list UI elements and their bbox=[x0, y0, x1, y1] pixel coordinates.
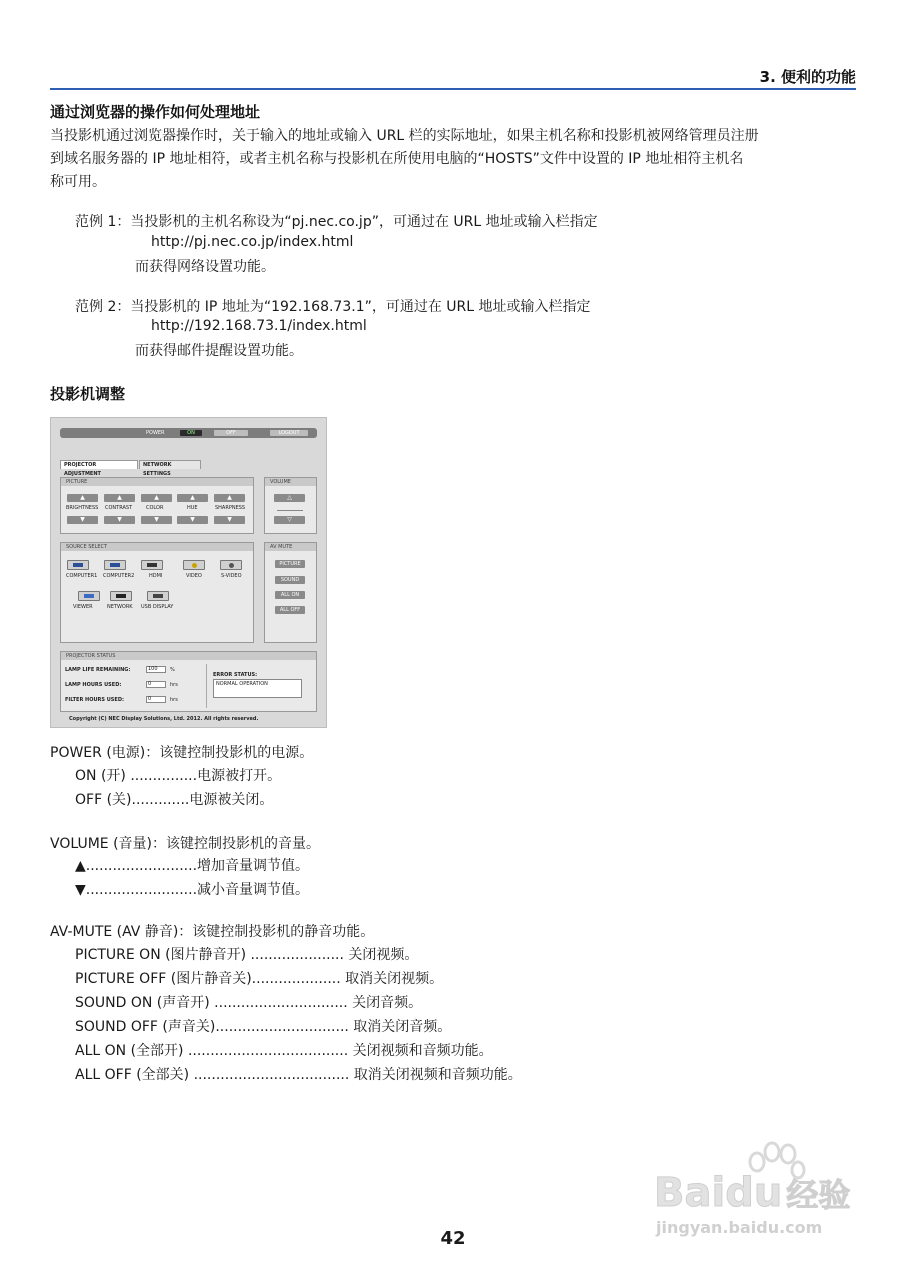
header-rule bbox=[50, 88, 856, 90]
power-label: POWER bbox=[146, 430, 165, 436]
volume-down-desc: ▼.........................减小音量调节值。 bbox=[75, 882, 310, 898]
filter-hours-unit: hrs bbox=[170, 697, 178, 703]
sound-off-desc: SOUND OFF (声音关).............................. 取消关闭音频。 bbox=[75, 1019, 452, 1035]
power-on-button[interactable]: ON bbox=[180, 430, 202, 436]
video-jack-icon bbox=[192, 563, 197, 568]
baidu-watermark bbox=[654, 1140, 854, 1240]
network-button[interactable] bbox=[110, 591, 132, 601]
logout-button[interactable]: LOGOUT bbox=[270, 430, 308, 436]
sound-on-desc: SOUND ON (声音开) .............................. 关闭音频。 bbox=[75, 995, 423, 1011]
tab-projector-adjustment[interactable]: PROJECTOR ADJUSTMENT bbox=[60, 460, 138, 469]
av-mute-panel bbox=[264, 542, 317, 643]
all-off-desc: ALL OFF (全部关) ................................... 取消关闭视频和音频功能。 bbox=[75, 1067, 522, 1083]
picture-title: PICTURE bbox=[61, 478, 253, 486]
volume-up-desc: ▲.........................增加音量调节值。 bbox=[75, 858, 310, 874]
lamp-hours-label: LAMP HOURS USED: bbox=[65, 682, 122, 688]
volume-desc-title: VOLUME (音量)：该键控制投影机的音量。 bbox=[50, 836, 320, 852]
avmute-desc-title: AV-MUTE (AV 静音)：该键控制投影机的静音功能。 bbox=[50, 924, 375, 940]
viewer-icon bbox=[84, 594, 94, 598]
volume-title: VOLUME bbox=[265, 478, 316, 486]
power-off-button[interactable]: OFF bbox=[214, 430, 248, 436]
brightness-up-button[interactable]: ▲ bbox=[67, 494, 98, 502]
brightness-label: BRIGHTNESS bbox=[66, 505, 99, 511]
filter-hours-label: FILTER HOURS USED: bbox=[65, 697, 124, 703]
network-icon bbox=[116, 594, 126, 598]
error-status-field: NORMAL OPERATION bbox=[213, 679, 302, 698]
example2-url: http://192.168.73.1/index.html bbox=[151, 318, 367, 334]
s-video-jack-icon bbox=[229, 563, 234, 568]
baidu-jingyan-label: 经验 bbox=[786, 1176, 851, 1214]
lamp-hours-unit: hrs bbox=[170, 682, 178, 688]
network-label: NETWORK bbox=[107, 604, 133, 610]
color-down-button[interactable]: ▼ bbox=[141, 516, 172, 524]
usb-display-label: USB DISPLAY bbox=[141, 604, 174, 610]
lamp-life-field: 100 bbox=[146, 666, 166, 673]
lamp-life-label: LAMP LIFE REMAINING: bbox=[65, 667, 131, 673]
volume-panel bbox=[264, 477, 317, 534]
example1-result: 而获得网络设置功能。 bbox=[135, 259, 275, 275]
tab-network-settings[interactable]: NETWORK SETTINGS bbox=[139, 460, 201, 469]
lamp-life-unit: % bbox=[170, 667, 175, 673]
lamp-hours-field: 0 bbox=[146, 681, 166, 688]
example2-result: 而获得邮件提醒设置功能。 bbox=[135, 343, 303, 359]
mute-sound-button[interactable]: SOUND bbox=[275, 576, 305, 584]
address-paragraph bbox=[50, 125, 860, 194]
picture-off-desc: PICTURE OFF (图片静音关).................... 取消关闭视频。 bbox=[75, 971, 444, 987]
contrast-down-button[interactable]: ▼ bbox=[104, 516, 135, 524]
monitor-icon bbox=[73, 563, 83, 567]
contrast-label: CONTRAST bbox=[105, 505, 133, 511]
computer1-button[interactable] bbox=[67, 560, 89, 570]
hdmi-button[interactable] bbox=[141, 560, 163, 570]
filter-hours-field: 0 bbox=[146, 696, 166, 703]
source-panel bbox=[60, 542, 254, 643]
example1-line: 范例 1：当投影机的主机名称设为“pj.nec.co.jp”，可通过在 URL 地址或输入栏指定 bbox=[75, 214, 598, 230]
volume-down-button[interactable]: ▽ bbox=[274, 516, 305, 524]
picture-on-desc: PICTURE ON (图片静音开) ..................... 关闭视频。 bbox=[75, 947, 419, 963]
viewer-label: VIEWER bbox=[73, 604, 93, 610]
color-up-button[interactable]: ▲ bbox=[141, 494, 172, 502]
section-title-address: 通过浏览器的操作如何处理地址 bbox=[50, 103, 261, 121]
video-label: VIDEO bbox=[186, 573, 202, 579]
mute-picture-button[interactable]: PICTURE bbox=[275, 560, 305, 568]
power-off-desc: OFF (关).............电源被关闭。 bbox=[75, 792, 274, 808]
paragraph-line: 称可用。 bbox=[50, 174, 106, 190]
section-title-adjust: 投影机调整 bbox=[50, 385, 126, 403]
av-mute-title: AV MUTE bbox=[265, 543, 316, 551]
volume-up-button[interactable]: △ bbox=[274, 494, 305, 502]
status-title: PROJECTOR STATUS bbox=[61, 652, 316, 660]
contrast-up-button[interactable]: ▲ bbox=[104, 494, 135, 502]
computer2-button[interactable] bbox=[104, 560, 126, 570]
s-video-button[interactable] bbox=[220, 560, 242, 570]
projector-ui-screenshot bbox=[50, 417, 327, 728]
paragraph-line: 当投影机通过浏览器操作时，关于输入的地址或输入 URL 栏的实际地址，如果主机名称和投影机被网络管理员注册 bbox=[50, 128, 759, 144]
source-title: SOURCE SELECT bbox=[61, 543, 253, 551]
sharpness-up-button[interactable]: ▲ bbox=[214, 494, 245, 502]
usb-display-button[interactable] bbox=[147, 591, 169, 601]
mute-all-on-button[interactable]: ALL ON bbox=[275, 591, 305, 599]
mute-all-off-button[interactable]: ALL OFF bbox=[275, 606, 305, 614]
usb-display-icon bbox=[153, 594, 163, 598]
sharpness-label: SHARPNESS bbox=[215, 505, 246, 511]
monitor-icon bbox=[110, 563, 120, 567]
hdmi-label: HDMI bbox=[149, 573, 163, 579]
example2-line: 范例 2：当投影机的 IP 地址为“192.168.73.1”，可通过在 URL 地址或输入栏指定 bbox=[75, 299, 591, 315]
computer1-label: COMPUTER1 bbox=[66, 573, 98, 579]
projector-status-panel bbox=[60, 651, 317, 712]
copyright-text: Copyright (C) NEC Display Solutions, Ltd. 2012. All rights reserved. bbox=[69, 716, 259, 722]
chapter-title: 3. 便利的功能 bbox=[759, 68, 856, 86]
brightness-down-button[interactable]: ▼ bbox=[67, 516, 98, 524]
color-label: COLOR bbox=[146, 505, 164, 511]
computer2-label: COMPUTER2 bbox=[103, 573, 135, 579]
hue-label: HUE bbox=[187, 505, 198, 511]
baidu-brand-text2: du bbox=[725, 1170, 783, 1216]
power-desc-title: POWER (电源)：该键控制投影机的电源。 bbox=[50, 745, 314, 761]
baidu-url: jingyan.baidu.com bbox=[656, 1218, 823, 1237]
volume-divider bbox=[277, 510, 303, 511]
hue-up-button[interactable]: ▲ bbox=[177, 494, 208, 502]
status-divider bbox=[206, 664, 207, 708]
sharpness-down-button[interactable]: ▼ bbox=[214, 516, 245, 524]
error-status-label: ERROR STATUS: bbox=[213, 672, 258, 678]
baidu-brand-text: Bai bbox=[654, 1170, 726, 1216]
picture-panel bbox=[60, 477, 254, 534]
s-video-label: S-VIDEO bbox=[221, 573, 242, 579]
page-number: 42 bbox=[440, 1228, 466, 1249]
video-button[interactable] bbox=[183, 560, 205, 570]
hdmi-icon bbox=[147, 563, 157, 567]
hue-down-button[interactable]: ▼ bbox=[177, 516, 208, 524]
viewer-button[interactable] bbox=[78, 591, 100, 601]
all-on-desc: ALL ON (全部开) .................................... 关闭视频和音频功能。 bbox=[75, 1043, 493, 1059]
paragraph-line: 到域名服务器的 IP 地址相符，或者主机名称与投影机在所使用电脑的“HOSTS”文件中设置的 IP 地址相符主机名 bbox=[50, 151, 744, 167]
power-on-desc: ON (开) ...............电源被打开。 bbox=[75, 768, 282, 784]
example1-url: http://pj.nec.co.jp/index.html bbox=[151, 234, 354, 250]
